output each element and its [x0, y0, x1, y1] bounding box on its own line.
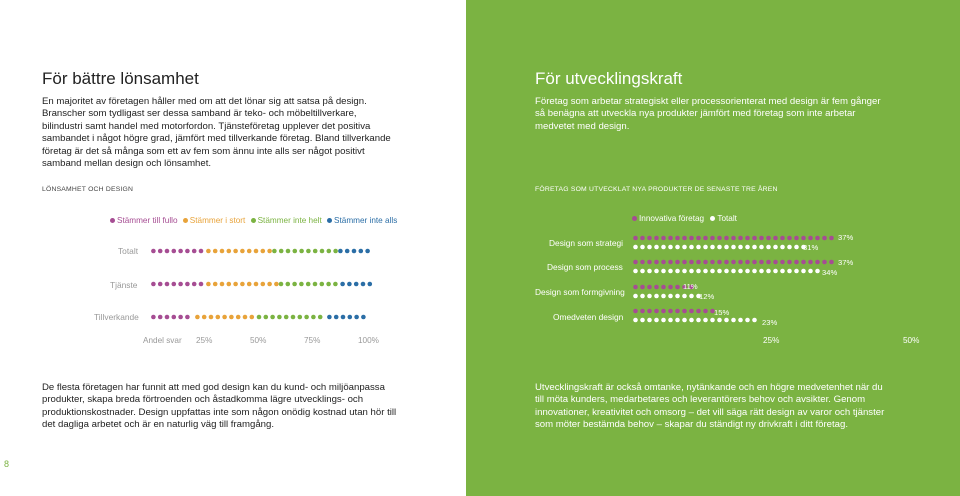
- axis-tick-100: 100%: [358, 336, 379, 345]
- chart-dot: [640, 236, 645, 241]
- chart-dot: [773, 236, 778, 241]
- chart-dot: [661, 236, 666, 241]
- right-axis-tick-25: 25%: [763, 336, 780, 345]
- chart-dot: [647, 269, 652, 274]
- chart-dot: [675, 236, 680, 241]
- chart-dot: [675, 285, 680, 290]
- chart-dot: [815, 269, 820, 274]
- chart-dot: [794, 260, 799, 265]
- chart-dot: [647, 260, 652, 265]
- chart-dot: [696, 269, 701, 274]
- chart-dot: [717, 236, 722, 241]
- right-title: För utvecklingskraft: [535, 69, 683, 88]
- chart-dot: [731, 318, 736, 323]
- chart-dot: [689, 245, 694, 250]
- row-label-tjanste: Tjänste: [110, 280, 138, 290]
- chart-dot: [668, 269, 673, 274]
- chart-dot: [633, 260, 638, 265]
- chart-dot: [703, 269, 708, 274]
- row-label-formgivning: Design som formgivning: [535, 287, 625, 297]
- chart-dot: [661, 269, 666, 274]
- chart-dot: [661, 294, 666, 299]
- chart-dot: [661, 260, 666, 265]
- chart-dot: [675, 269, 680, 274]
- chart-dot: [633, 309, 638, 314]
- chart-dot: [647, 236, 652, 241]
- chart-dot: [738, 236, 743, 241]
- chart-dot: [647, 285, 652, 290]
- legend-item-total: Totalt: [710, 214, 737, 223]
- pct-process-total: 34%: [822, 268, 838, 277]
- chart-dot: [640, 260, 645, 265]
- chart-dot: [717, 318, 722, 323]
- chart-dot: [766, 245, 771, 250]
- chart-dot: [745, 318, 750, 323]
- pct-strategi-total: 31%: [803, 243, 819, 252]
- chart-dot: [661, 285, 666, 290]
- chart-dot: [668, 318, 673, 323]
- axis-tick-75: 75%: [304, 336, 321, 345]
- chart-dot: [668, 245, 673, 250]
- chart-dot: [696, 245, 701, 250]
- chart-dot: [668, 294, 673, 299]
- chart-dot: [696, 260, 701, 265]
- chart-dot: [640, 309, 645, 314]
- left-body: De flesta företagen har funnit att med god design kan du kund- och miljöanpassa produkter, skapa breda förtroenden och åstadkomma lägre utvecklings- och produktionskostnader. Design uppfattas inte som någon onödig kostnad utan hör till det dagliga arbetet och är en naturlig väg till framgång.: [42, 382, 397, 431]
- chart-dot: [745, 245, 750, 250]
- left-chart-heading: LÖNSAMHET OCH DESIGN: [42, 186, 134, 193]
- right-axis-tick-50: 50%: [903, 336, 920, 345]
- chart-dot: [787, 245, 792, 250]
- chart-dot: [640, 285, 645, 290]
- chart-dot: [738, 318, 743, 323]
- chart-dot: [815, 236, 820, 241]
- chart-dot: [654, 260, 659, 265]
- chart-dot: [738, 269, 743, 274]
- legend-item-mostly: Stämmer i stort: [183, 216, 246, 225]
- chart-dot: [654, 269, 659, 274]
- chart-dot: [745, 236, 750, 241]
- chart-dot: [738, 260, 743, 265]
- chart-dot: [689, 309, 694, 314]
- chart-dot: [654, 294, 659, 299]
- chart-dot: [647, 318, 652, 323]
- chart-dot: [640, 318, 645, 323]
- row-label-totalt: Totalt: [118, 246, 139, 256]
- chart-dot: [682, 269, 687, 274]
- axis-label-andel: Andel svar: [143, 336, 182, 345]
- chart-dot: [661, 245, 666, 250]
- chart-dot: [633, 318, 638, 323]
- chart-dot: [731, 236, 736, 241]
- row-label-strategi: Design som strategi: [549, 238, 624, 248]
- pct-formgivning-innovative: 11%: [683, 282, 698, 291]
- chart-dot: [633, 236, 638, 241]
- chart-dot: [724, 236, 729, 241]
- row-label-tillverkande: Tillverkande: [94, 312, 139, 322]
- chart-dot: [689, 294, 694, 299]
- pct-formgivning-total: 12%: [699, 292, 715, 301]
- chart-dot: [654, 285, 659, 290]
- chart-dot: [780, 269, 785, 274]
- chart-dot: [724, 318, 729, 323]
- chart-dot: [682, 318, 687, 323]
- legend-item-full: Stämmer till fullo: [110, 216, 178, 225]
- chart-dot: [773, 260, 778, 265]
- chart-dot: [801, 236, 806, 241]
- chart-dot: [675, 260, 680, 265]
- chart-dot: [822, 260, 827, 265]
- chart-dot: [647, 294, 652, 299]
- chart-dot: [752, 318, 757, 323]
- chart-dot: [794, 236, 799, 241]
- chart-dot: [682, 236, 687, 241]
- chart-dot: [661, 309, 666, 314]
- chart-dot: [654, 245, 659, 250]
- chart-dot: [647, 309, 652, 314]
- chart-dot: [766, 236, 771, 241]
- chart-dot: [703, 236, 708, 241]
- chart-dot: [787, 236, 792, 241]
- chart-dot: [633, 285, 638, 290]
- left-intro: En majoritet av företagen håller med om att det lönar sig att satsa på design. Branscher som tydligast ser dessa samband är teko- och möbeltillverkare, bilindustri samt handel med motorfordon. Tjänsteföretag upplever det positiva sambandet i något högre grad, jämfört med tillverkande företag. Bland tillverkande företag är det så många som ett av fem som ännu inte alls ser något positivt samband mellan design och lönsamhet.: [42, 96, 391, 170]
- chart-dot: [745, 260, 750, 265]
- chart-dot: [759, 236, 764, 241]
- chart-dot: [731, 269, 736, 274]
- chart-dot: [633, 269, 638, 274]
- chart-dot: [794, 269, 799, 274]
- chart-dot: [766, 269, 771, 274]
- chart-dot: [773, 269, 778, 274]
- chart-dot: [703, 309, 708, 314]
- chart-dot: [822, 236, 827, 241]
- chart-dot: [710, 269, 715, 274]
- chart-dot: [745, 269, 750, 274]
- chart-dot: [710, 318, 715, 323]
- chart-dot: [689, 260, 694, 265]
- chart-dot: [710, 236, 715, 241]
- chart-dot: [689, 236, 694, 241]
- chart-dot: [640, 294, 645, 299]
- chart-dot: [724, 245, 729, 250]
- chart-dot: [654, 318, 659, 323]
- pct-strategi-innovative: 37%: [838, 233, 854, 242]
- chart-dot: [633, 245, 638, 250]
- chart-dot: [787, 260, 792, 265]
- chart-dot: [703, 245, 708, 250]
- chart-dot: [682, 245, 687, 250]
- chart-dot: [766, 260, 771, 265]
- chart-dot: [738, 245, 743, 250]
- chart-dot: [752, 245, 757, 250]
- chart-dot: [752, 236, 757, 241]
- pct-omedveten-total: 23%: [762, 318, 778, 327]
- axis-tick-50: 50%: [250, 336, 267, 345]
- chart-dot: [801, 260, 806, 265]
- chart-dot: [759, 269, 764, 274]
- chart-dot: [815, 260, 820, 265]
- chart-dot: [801, 269, 806, 274]
- chart-dot: [668, 260, 673, 265]
- chart-dot: [808, 269, 813, 274]
- chart-dot: [780, 260, 785, 265]
- chart-dot: [717, 260, 722, 265]
- chart-dot: [703, 318, 708, 323]
- chart-dot: [717, 269, 722, 274]
- chart-dot: [731, 260, 736, 265]
- chart-dot: [668, 309, 673, 314]
- chart-dot: [710, 245, 715, 250]
- chart-dot: [675, 318, 680, 323]
- chart-dot: [668, 285, 673, 290]
- chart-dot: [759, 260, 764, 265]
- chart-dot: [654, 309, 659, 314]
- chart-dot: [696, 236, 701, 241]
- legend-item-partly: Stämmer inte helt: [251, 216, 322, 225]
- chart-dot: [731, 245, 736, 250]
- chart-dot: [633, 294, 638, 299]
- chart-dot: [808, 260, 813, 265]
- chart-dot: [661, 318, 666, 323]
- chart-dot: [752, 260, 757, 265]
- legend-item-innovative: Innovativa företag: [632, 214, 704, 223]
- chart-dot: [808, 236, 813, 241]
- chart-dot: [675, 294, 680, 299]
- chart-dot: [829, 236, 834, 241]
- chart-dot: [682, 260, 687, 265]
- chart-dot: [780, 236, 785, 241]
- chart-dot: [682, 294, 687, 299]
- chart-dot: [829, 260, 834, 265]
- chart-dot: [654, 236, 659, 241]
- chart-dot: [724, 260, 729, 265]
- row-label-process: Design som process: [547, 262, 623, 272]
- chart-dot: [724, 269, 729, 274]
- right-body: Utvecklingskraft är också omtanke, nytänkande och en högre medvetenhet när du till möta kunders, medarbetares och leverantörers behov och avsikter. Genom innovationer, kreativitet och omsorg – det vill säga rätt design av varor och tjänster som möter bestämda behov – skapar du ständigt ny drivkraft i ditt företag.: [535, 382, 885, 431]
- chart-dot: [640, 245, 645, 250]
- chart-dot: [675, 245, 680, 250]
- legend-item-not: Stämmer inte alls: [327, 216, 397, 225]
- chart-dot: [759, 245, 764, 250]
- chart-dot: [752, 269, 757, 274]
- left-title: För bättre lönsamhet: [42, 69, 199, 88]
- pct-omedveten-innovative: 15%: [714, 308, 730, 317]
- chart-dot: [710, 260, 715, 265]
- chart-dot: [717, 245, 722, 250]
- pct-process-innovative: 37%: [838, 258, 854, 267]
- chart-dot: [780, 245, 785, 250]
- chart-dot: [696, 309, 701, 314]
- chart-dot: [640, 269, 645, 274]
- chart-dot: [668, 236, 673, 241]
- right-intro: Företag som arbetar strategiskt eller processorienterat med design är fem gånger så benägna att utveckla nya produkter jämfört med företag som inte arbetar medvetet med design.: [535, 96, 881, 132]
- axis-tick-25: 25%: [196, 336, 213, 345]
- chart-dot: [689, 269, 694, 274]
- chart-dot: [682, 309, 687, 314]
- chart-dot: [773, 245, 778, 250]
- chart-dot: [647, 245, 652, 250]
- chart-dot: [675, 309, 680, 314]
- page-number: 8: [4, 459, 10, 469]
- chart-dot: [696, 318, 701, 323]
- right-chart-heading: FÖRETAG SOM UTVECKLAT NYA PRODUKTER DE SENASTE TRE ÅREN: [535, 186, 778, 193]
- chart-dot: [794, 245, 799, 250]
- chart-dot: [787, 269, 792, 274]
- row-label-omedveten: Omedveten design: [553, 312, 624, 322]
- chart-dot: [703, 260, 708, 265]
- chart-dot: [689, 318, 694, 323]
